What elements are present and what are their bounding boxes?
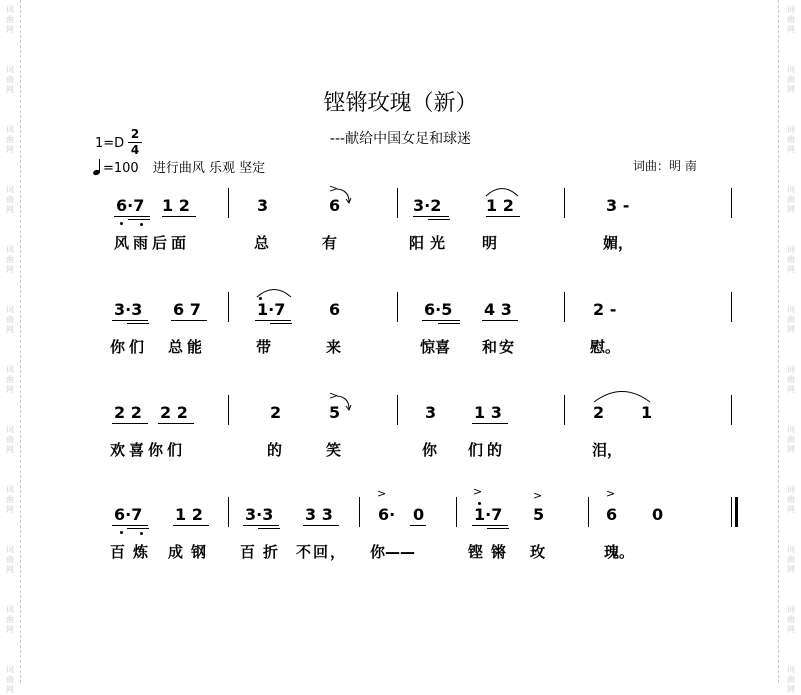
watermark-text: 词曲网	[787, 125, 795, 154]
slur-icon	[484, 185, 520, 197]
lyric: 总能	[168, 338, 207, 356]
notes: 1 3	[474, 403, 502, 422]
lyric: 和安	[482, 338, 517, 356]
tempo-value: =100	[103, 161, 139, 176]
bar-line	[731, 188, 732, 218]
notes: 3	[257, 196, 269, 215]
watermark-text: 词曲网	[787, 305, 795, 334]
lyric: 慰。	[590, 338, 621, 356]
watermark-text: 词曲网	[6, 365, 14, 394]
notes: 3·3	[245, 505, 274, 524]
lyric: 铿锵	[468, 543, 515, 561]
slur-icon	[255, 286, 293, 298]
watermark-text: 词曲网	[6, 485, 14, 514]
bar-line	[397, 292, 398, 322]
watermark-text: 词曲网	[6, 425, 14, 454]
notes: 6·	[378, 505, 396, 524]
watermark-text: 词曲网	[6, 65, 14, 94]
notes: 3	[425, 403, 437, 422]
key-signature: 1=D	[95, 136, 125, 151]
final-bar-line	[735, 497, 738, 527]
notes: 1·7	[257, 300, 286, 319]
lyric: 的	[267, 441, 283, 459]
quarter-note-icon	[93, 157, 103, 175]
lyric: 瑰。	[604, 543, 635, 561]
notes: 6·7	[114, 505, 143, 524]
watermark-text: 词曲网	[6, 185, 14, 214]
time-signature-top: 2	[130, 127, 140, 141]
bar-line	[397, 188, 398, 218]
notes: 5	[533, 505, 545, 524]
watermark-text: 词曲网	[6, 125, 14, 154]
watermark-text: 词曲网	[787, 185, 795, 214]
lyric: 来	[326, 338, 342, 356]
notes: 1 2	[175, 505, 203, 524]
watermark-text: 词曲网	[6, 545, 14, 574]
watermark-text: 词曲网	[787, 485, 795, 514]
lyric: 不回，	[296, 543, 348, 561]
notes: 3 3	[305, 505, 333, 524]
lyric: 欢喜你们	[110, 441, 187, 459]
watermark-text: 词曲网	[787, 545, 795, 574]
notes: 1	[641, 403, 653, 422]
notes: 3·2	[413, 196, 442, 215]
lyric: 你	[422, 441, 438, 459]
lyric: 阳光	[409, 234, 452, 252]
accent-mark: >	[377, 487, 387, 500]
bar-line	[731, 292, 732, 322]
lyric: 你们	[110, 338, 149, 356]
lyric: 你——	[370, 543, 416, 561]
watermark-text: 词曲网	[6, 605, 14, 634]
breath-curve-icon	[335, 186, 355, 208]
accent-mark: >	[329, 182, 339, 195]
watermark-text: 词曲网	[787, 365, 795, 394]
lyric: 百炼	[110, 543, 157, 561]
style-marking: 进行曲风 乐观 坚定	[152, 161, 266, 176]
lyric: 们的	[468, 441, 507, 459]
accent-mark: >	[533, 489, 543, 502]
bar-line	[731, 395, 732, 425]
lyric: 总	[254, 234, 270, 252]
breath-curve-icon	[335, 393, 355, 415]
bar-line	[731, 497, 732, 527]
notes: 6 7	[173, 300, 201, 319]
notes: 2	[593, 403, 605, 422]
lyric: 媚，	[603, 234, 634, 252]
lyric: 笑	[326, 441, 342, 459]
bar-line	[564, 188, 565, 218]
composer-credit: 词曲：明 南	[633, 159, 697, 173]
watermark-text: 词曲网	[787, 425, 795, 454]
notes: 6	[606, 505, 618, 524]
bar-line	[456, 497, 457, 527]
lyric: 有	[322, 234, 338, 252]
bar-line	[228, 292, 229, 322]
watermark-text: 词曲网	[6, 305, 14, 334]
bar-line	[359, 497, 360, 527]
watermark-text: 词曲网	[787, 605, 795, 634]
notes: 1·7	[474, 505, 503, 524]
lyric: 惊喜	[420, 338, 451, 356]
watermark-text: 词曲网	[787, 5, 795, 34]
lyric: 百折	[240, 543, 287, 561]
notes: 2 -	[593, 300, 617, 319]
lyric: 泪，	[592, 441, 623, 459]
watermark-text: 词曲网	[787, 65, 795, 94]
watermark-text: 词曲网	[6, 665, 14, 694]
lyric: 玫	[530, 543, 546, 561]
song-title: 铿锵玫瑰（新）	[323, 91, 478, 116]
bar-line	[397, 395, 398, 425]
notes: 2 2	[160, 403, 188, 422]
notes: 3·3	[114, 300, 143, 319]
notes: 1 2	[486, 196, 514, 215]
bar-line	[228, 497, 229, 527]
bar-line	[564, 395, 565, 425]
watermark-text: 词曲网	[6, 5, 14, 34]
lyric: 明	[482, 234, 498, 252]
notes: 2	[270, 403, 282, 422]
lyric: 风雨后面	[114, 234, 191, 252]
watermark-text: 词曲网	[6, 245, 14, 274]
lyric: 成钢	[168, 543, 215, 561]
time-signature	[128, 128, 142, 157]
accent-mark: >	[606, 487, 616, 500]
slur-icon	[592, 387, 652, 403]
accent-mark: >	[473, 485, 483, 498]
bar-line	[588, 497, 589, 527]
notes: 6	[329, 196, 341, 215]
notes: 2 2	[114, 403, 142, 422]
notes: 6	[329, 300, 341, 319]
watermark-text: 词曲网	[787, 245, 795, 274]
notes: 3 -	[606, 196, 630, 215]
notes: 6·5	[424, 300, 453, 319]
notes: 1 2	[162, 196, 190, 215]
accent-mark: >	[329, 389, 339, 402]
notes: 0	[652, 505, 664, 524]
notes: 5	[329, 403, 341, 422]
tempo-marking	[93, 157, 265, 176]
bar-line	[564, 292, 565, 322]
notes: 0	[413, 505, 425, 524]
watermark-text: 词曲网	[787, 665, 795, 694]
time-signature-bottom: 4	[130, 143, 140, 157]
bar-line	[228, 395, 229, 425]
bar-line	[228, 188, 229, 218]
notes: 6·7	[116, 196, 145, 215]
song-subtitle: ---献给中国女足和球迷	[329, 131, 472, 147]
notes: 4 3	[484, 300, 512, 319]
lyric: 带	[256, 338, 272, 356]
